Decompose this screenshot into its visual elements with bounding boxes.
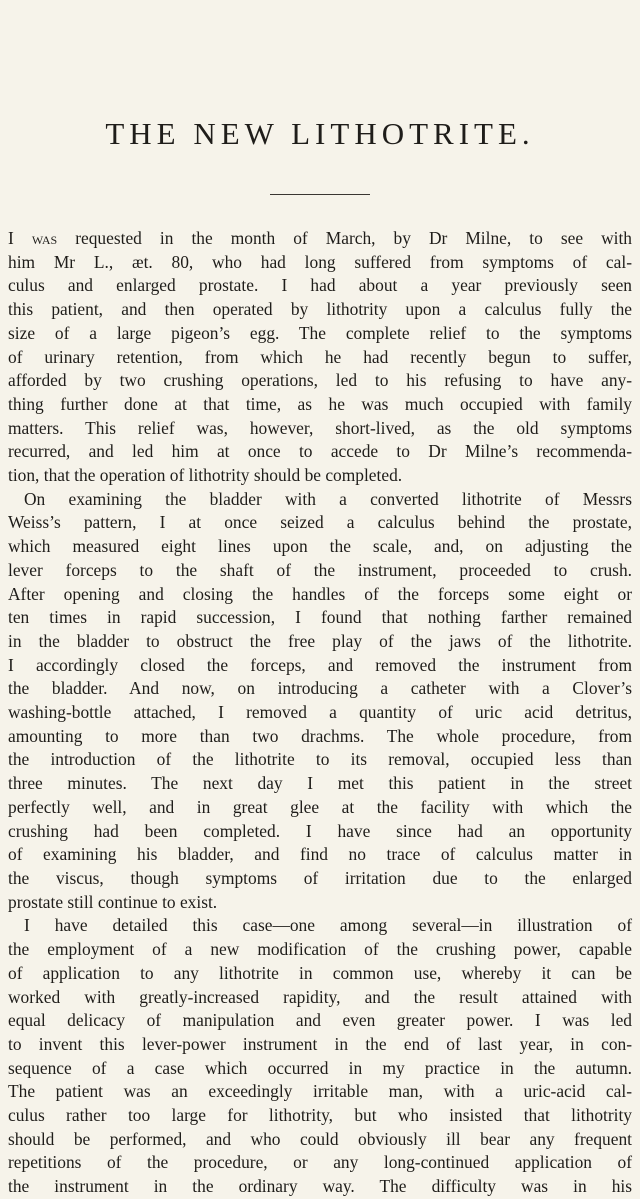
text-line: recurred, and led him at once to accede to Dr Milne’s recommenda- [8,441,632,462]
text-line: afforded by two crushing operations, led to his refusing to have any- [8,370,632,391]
text-line: to invent this lever-power instrument in the end of last year, in con- [8,1033,632,1054]
text-line: washing-bottle attached, I removed a quantity of uric acid detritus, [8,702,632,723]
text-line: of application to any lithotrite in common use, whereby it can be [8,962,632,983]
text-line: crushing had been completed. I have since had an opportunity [8,820,632,841]
text-line: the bladder. And now, on introducing a catheter with a Clover’s [8,678,632,699]
text-line: three minutes. The next day I met this patient in the street [8,773,632,794]
text-line: culus and enlarged prostate. I had about a year previously seen [8,275,632,296]
text-line: prostate still continue to exist. [8,891,218,912]
text-line: in the bladder to obstruct the free play of the jaws of the lithotrite. [8,630,632,651]
text-line: the employment of a new modification of the crushing power, capable [8,939,632,960]
text-line: the introduction of the lithotrite to its removal, occupied less than [8,749,632,770]
text-line: thing further done at that time, as he was much occupied with family [8,393,632,414]
text-line: I have detailed this case—one among several—in illustration of [24,915,632,936]
text-line: On examining the bladder with a converted lithotrite of Messrs [24,488,632,509]
body-text [8,227,632,1199]
text-line: Weiss’s pattern, I at once seized a calculus behind the prostate, [8,512,632,533]
text-line: perfectly well, and in great glee at the facility with which the [8,796,632,817]
text-line: I was requested in the month of March, by Dr Milne, to see with [8,228,633,248]
text-line: I accordingly closed the forceps, and removed the instrument from [8,654,632,675]
text-line: him Mr L., æt. 80, who had long suffered from symptoms of cal- [8,251,632,272]
text-line: amounting to more than two drachms. The whole procedure, from [8,725,632,746]
text-line: sequence of a case which occurred in my practice in the autumn. [8,1057,632,1078]
text-line: equal delicacy of manipulation and even greater power. I was led [8,1010,632,1031]
text-line: which measured eight lines upon the scale, and, on adjusting the [8,536,632,557]
text-line: culus rather too large for lithotrity, but who insisted that lithotrity [8,1105,632,1126]
text-line: this patient, and then operated by lithotrity upon a calculus fully the [8,299,632,320]
title-divider [270,194,370,195]
text-line: The patient was an exceedingly irritable man, with a uric-acid cal- [8,1081,632,1102]
text-line: ten times in rapid succession, I found that nothing farther remained [8,607,632,628]
text-line: tion, that the operation of lithotrity should be completed. [8,465,403,486]
text-line: should be performed, and who could obviously ill bear any frequent [8,1128,632,1149]
text-line: lever forceps to the shaft of the instrument, proceeded to crush. [8,559,632,580]
text-line: size of a large pigeon’s egg. The complete relief to the symptoms [8,322,632,343]
text-line: the viscus, though symptoms of irritation due to the enlarged [8,867,632,888]
text-line: of examining his bladder, and find no trace of calculus matter in [8,844,632,865]
text-line: the instrument in the ordinary way. The difficulty was in his [8,1176,632,1197]
page-title: THE NEW LITHOTRITE. [105,116,535,151]
text-line: After opening and closing the handles of the forceps some eight or [8,583,632,604]
text-line: of urinary retention, from which he had recently begun to suffer, [8,346,632,367]
text-line: repetitions of the procedure, or any long-continued application of [8,1152,632,1173]
text-line: matters. This relief was, however, short-lived, as the old symptoms [8,417,632,438]
text-line: worked with greatly-increased rapidity, and the result attained with [8,986,632,1007]
